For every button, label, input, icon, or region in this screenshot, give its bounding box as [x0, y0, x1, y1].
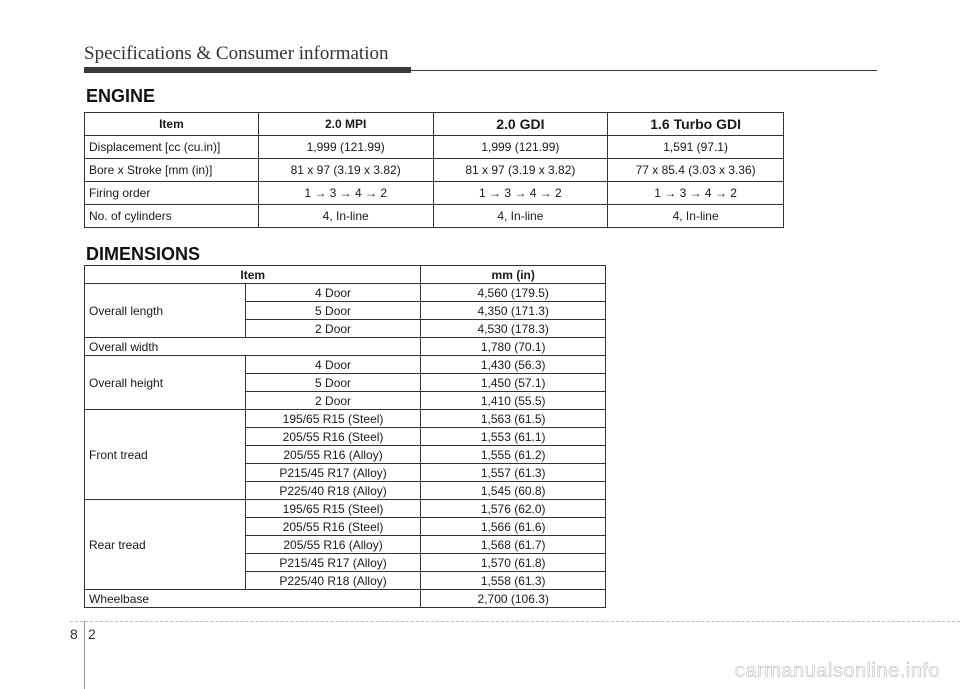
variant-cell: P215/45 R17 (Alloy): [245, 464, 421, 482]
table-cell: 81 x 97 (3.19 x 3.82): [258, 159, 433, 182]
column-header: Item: [85, 266, 421, 284]
table-row: [85, 410, 606, 428]
row-group-label: Wheelbase: [85, 590, 421, 608]
header-rule-thick: [84, 67, 411, 73]
value-cell: 1,410 (55.5): [421, 392, 606, 410]
table-cell: 81 x 97 (3.19 x 3.82): [433, 159, 608, 182]
variant-cell: P215/45 R17 (Alloy): [245, 554, 421, 572]
column-header: Item: [85, 113, 259, 136]
table-cell: 1,999 (121.99): [258, 136, 433, 159]
page-section-number: 8: [70, 626, 78, 642]
column-header: 1.6 Turbo GDI: [608, 113, 784, 136]
variant-cell: 2 Door: [245, 320, 421, 338]
value-cell: 4,560 (179.5): [421, 284, 606, 302]
footer-divider: [70, 621, 960, 622]
value-cell: 1,545 (60.8): [421, 482, 606, 500]
variant-cell: 205/55 R16 (Alloy): [245, 446, 421, 464]
value-cell: 1,568 (61.7): [421, 536, 606, 554]
row-label: No. of cylinders: [85, 205, 259, 228]
row-label: Displacement [cc (cu.in)]: [85, 136, 259, 159]
variant-cell: 195/65 R15 (Steel): [245, 500, 421, 518]
value-cell: 1,563 (61.5): [421, 410, 606, 428]
value-cell: 1,553 (61.1): [421, 428, 606, 446]
footer-vertical-rule: [84, 621, 85, 689]
table-row: [85, 356, 606, 374]
variant-cell: 4 Door: [245, 356, 421, 374]
header-rule-thin: [411, 70, 877, 71]
value-cell: 1,566 (61.6): [421, 518, 606, 536]
row-label: Firing order: [85, 182, 259, 205]
dimensions-spec-table: [84, 265, 606, 608]
value-cell: 1,558 (61.3): [421, 572, 606, 590]
variant-cell: 5 Door: [245, 374, 421, 392]
variant-cell: 2 Door: [245, 392, 421, 410]
table-cell: 77 x 85.4 (3.03 x 3.36): [608, 159, 784, 182]
row-group-label: Front tread: [85, 410, 246, 500]
table-cell: 4, In-line: [433, 205, 608, 228]
table-row: [85, 590, 606, 608]
table-header-row: [85, 266, 606, 284]
row-group-label: Overall height: [85, 356, 246, 410]
value-cell: 1,570 (61.8): [421, 554, 606, 572]
variant-cell: P225/40 R18 (Alloy): [245, 572, 421, 590]
value-cell: 1,557 (61.3): [421, 464, 606, 482]
watermark: carmanualsonline.info: [734, 660, 940, 682]
table-cell: 1,591 (97.1): [608, 136, 784, 159]
table-header-row: [85, 113, 784, 136]
table-row: [85, 136, 784, 159]
table-cell: 1 → 3 → 4 → 2: [258, 182, 433, 205]
value-cell: 4,350 (171.3): [421, 302, 606, 320]
dimensions-section-title: DIMENSIONS: [86, 244, 201, 264]
engine-section-title: ENGINE: [86, 86, 156, 106]
table-cell: 4, In-line: [258, 205, 433, 228]
value-cell: 1,576 (62.0): [421, 500, 606, 518]
table-cell: 4, In-line: [608, 205, 784, 228]
table-cell: 1,999 (121.99): [433, 136, 608, 159]
variant-cell: 4 Door: [245, 284, 421, 302]
table-row: [85, 182, 784, 205]
row-group-label: Overall length: [85, 284, 246, 338]
value-cell: 4,530 (178.3): [421, 320, 606, 338]
table-cell: 1 → 3 → 4 → 2: [608, 182, 784, 205]
table-cell: 1 → 3 → 4 → 2: [433, 182, 608, 205]
value-cell: 1,780 (70.1): [421, 338, 606, 356]
row-group-label: Overall width: [85, 338, 421, 356]
value-cell: 2,700 (106.3): [421, 590, 606, 608]
row-group-label: Rear tread: [85, 500, 246, 590]
variant-cell: 5 Door: [245, 302, 421, 320]
variant-cell: 205/55 R16 (Alloy): [245, 536, 421, 554]
table-row: [85, 159, 784, 182]
variant-cell: 195/65 R15 (Steel): [245, 410, 421, 428]
table-row: [85, 284, 606, 302]
variant-cell: 205/55 R16 (Steel): [245, 428, 421, 446]
column-header: mm (in): [421, 266, 606, 284]
variant-cell: P225/40 R18 (Alloy): [245, 482, 421, 500]
column-header: 2.0 MPI: [258, 113, 433, 136]
value-cell: 1,450 (57.1): [421, 374, 606, 392]
page-number: 2: [88, 626, 96, 642]
table-row: [85, 205, 784, 228]
page-header-title: Specifications & Consumer information: [84, 43, 389, 64]
column-header: 2.0 GDI: [433, 113, 608, 136]
table-row: [85, 338, 606, 356]
table-row: [85, 500, 606, 518]
row-label: Bore x Stroke [mm (in)]: [85, 159, 259, 182]
variant-cell: 205/55 R16 (Steel): [245, 518, 421, 536]
value-cell: 1,430 (56.3): [421, 356, 606, 374]
value-cell: 1,555 (61.2): [421, 446, 606, 464]
engine-spec-table: [84, 112, 784, 228]
